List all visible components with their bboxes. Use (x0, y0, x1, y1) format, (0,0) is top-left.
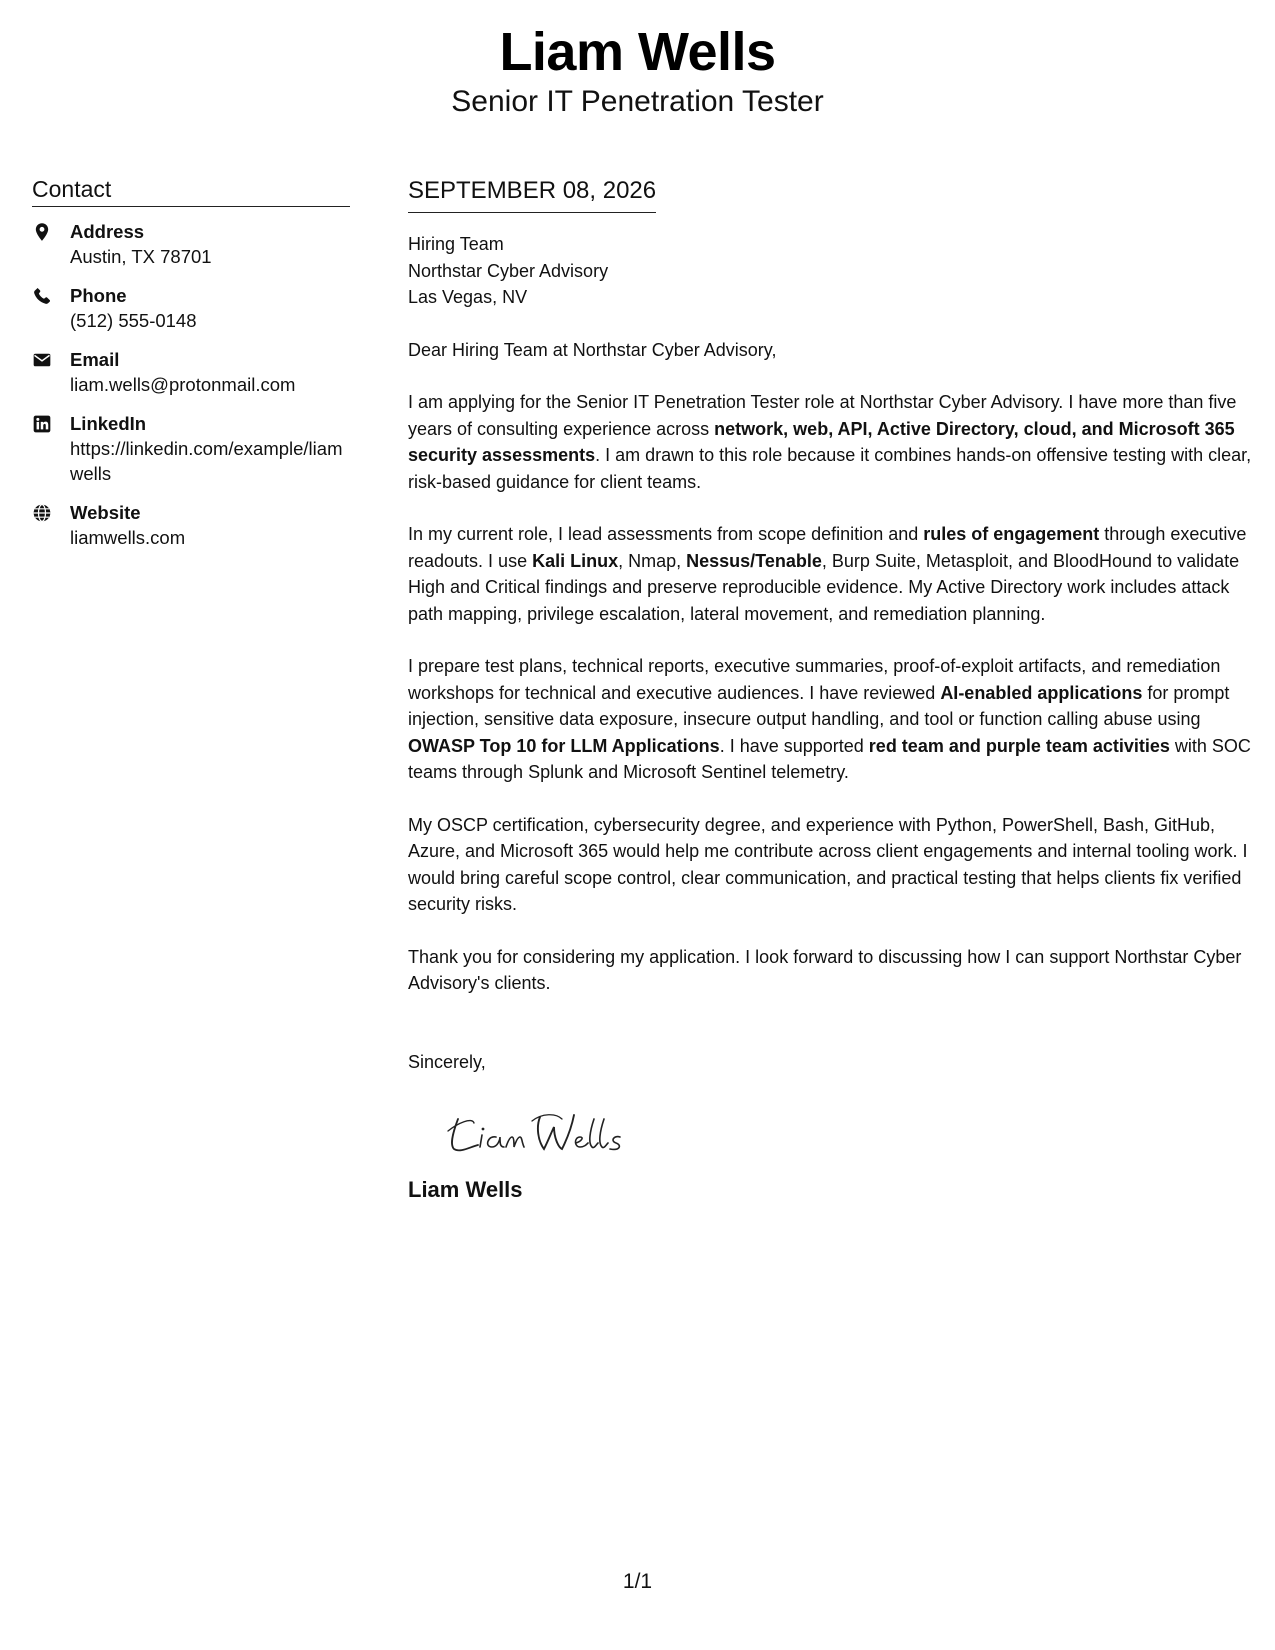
contact-sidebar (32, 174, 350, 564)
text-run: through executive readouts. I use (408, 524, 1247, 571)
contact-label: LinkedIn (70, 413, 147, 434)
recipient-line: Hiring Team (408, 234, 504, 254)
applicant-title: Senior IT Penetration Tester (451, 85, 824, 118)
letter-body (408, 174, 1253, 1205)
map-pin-icon (32, 219, 70, 242)
applicant-name: Liam Wells (499, 22, 776, 82)
contact-value-phone: (512) 555-0148 (70, 310, 197, 331)
letter-paragraph (408, 389, 1253, 495)
letter-paragraph (408, 521, 1253, 627)
contact-item-email (32, 347, 350, 397)
recipient-company: Northstar Cyber Advisory (408, 260, 609, 281)
contact-item-address (32, 219, 350, 269)
contact-item-linkedin (32, 411, 350, 486)
contact-value-address: Austin, TX 78701 (70, 246, 212, 267)
text-run: . I am drawn to this role because it combines hands-on offensive testing with clear, risk-based guidance for client teams. (408, 445, 1252, 492)
bold-phrase: AI-enabled applications (940, 682, 1143, 703)
text-run: My OSCP certification, cybersecurity degree, and experience with Python, PowerShell, Bash, GitHub, Azure, and Microsoft 365 would help me contribute across client engagements and internal tooling work. I would bring careful scope control, clear communication, and practical testing that helps clients fix verified security risks. (408, 814, 1248, 914)
contact-value-website[interactable]: liamwells.com (70, 527, 186, 548)
text-run: Thank you for considering my application. I look forward to discussing how I can support Northstar Cyber Advisory's clients. (408, 946, 1242, 993)
bold-phrase: Nessus/Tenable (686, 550, 822, 571)
contact-item-website (32, 500, 350, 550)
letter-paragraphs (408, 389, 1253, 997)
globe-icon (32, 500, 70, 523)
contact-value-email[interactable]: liam.wells@protonmail.com (70, 374, 296, 395)
letter-paragraph (408, 812, 1253, 918)
linkedin-icon (32, 411, 70, 434)
recipient-location: Las Vegas, NV (408, 287, 528, 307)
recipient-block (408, 231, 1253, 311)
text-run: for prompt injection, sensitive data exposure, insecure output handling, and tool or function calling abuse using (408, 682, 1230, 729)
bold-phrase: Kali Linux (532, 550, 619, 571)
contact-label: Phone (70, 285, 127, 306)
contact-label: Address (70, 221, 145, 242)
text-run: , Burp Suite, Metasploit, and BloodHound to validate High and Critical findings and preserve reproducible evidence. My Active Directory work includes attack path mapping, privilege escalation, lateral movement, and remediation planning. (408, 550, 1240, 624)
letter-paragraph (408, 653, 1253, 786)
text-run: I am applying for the Senior IT Penetration Tester role at Northstar Cyber Advisory. I have more than five years of consulting experience across (408, 392, 1237, 439)
signature-image (444, 1105, 1253, 1161)
contact-label: Email (70, 349, 120, 370)
envelope-icon (32, 347, 70, 370)
text-run: , Nmap, (618, 550, 687, 571)
closing: Sincerely, (408, 1051, 486, 1072)
phone-icon (32, 283, 70, 306)
signed-name: Liam Wells (408, 1177, 523, 1202)
letter-header (0, 20, 1275, 120)
contact-heading: Contact (32, 174, 350, 207)
contact-item-phone (32, 283, 350, 333)
contact-label: Website (70, 502, 141, 523)
text-run: I prepare test plans, technical reports, executive summaries, proof-of-exploit artifacts, and remediation workshops for technical and executive audiences. I have reviewed (408, 656, 1221, 703)
contact-value-linkedin[interactable]: https://linkedin.com/example/liamwells (70, 438, 343, 484)
salutation: Dear Hiring Team at Northstar Cyber Advisory, (408, 339, 777, 360)
page-number: 1/1 (622, 1570, 653, 1593)
bold-phrase: red team and purple team activities (868, 735, 1170, 756)
letter-date: SEPTEMBER 08, 2026 (408, 174, 656, 213)
text-run: with SOC teams through Splunk and Microsoft Sentinel telemetry. (408, 735, 1251, 782)
letter-paragraph (408, 944, 1253, 997)
bold-phrase: network, web, API, Active Directory, cloud, and Microsoft 365 security assessments (408, 418, 1235, 465)
bold-phrase: rules of engagement (923, 524, 1100, 544)
signature-graphic (444, 1105, 644, 1161)
text-run: In my current role, I lead assessments from scope definition and (408, 524, 924, 544)
bold-phrase: OWASP Top 10 for LLM Applications (408, 735, 720, 756)
text-run: . I have supported (719, 735, 869, 756)
